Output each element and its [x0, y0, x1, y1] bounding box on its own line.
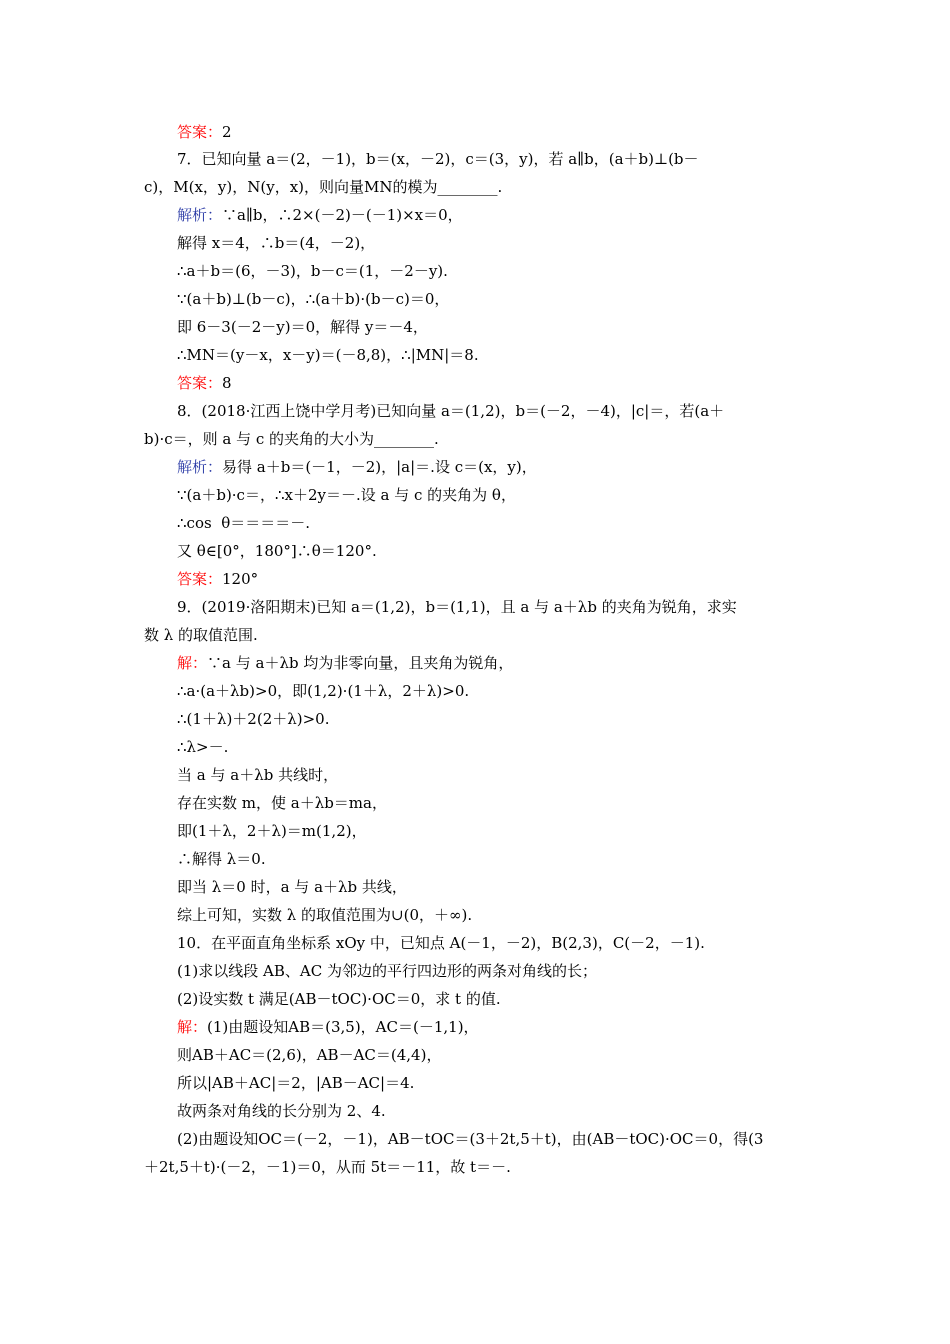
answer-label: 解：	[177, 654, 208, 672]
analysis-label: 解析：	[177, 458, 223, 476]
line-text: ∵(a＋b)·c＝，∴x＋2y＝－.设 a 与 c 的夹角为 θ，	[177, 486, 516, 504]
line-text: 当 a 与 a＋λb 共线时，	[177, 766, 339, 784]
text-line	[177, 737, 228, 757]
text-line	[177, 122, 232, 142]
line-text: 10．在平面直角坐标系 xOy 中，已知点 A(－1，－2)，B(2,3)，C(－2，－1).	[177, 934, 705, 952]
text-line	[177, 289, 449, 309]
text-line	[144, 625, 258, 645]
text-line	[177, 205, 463, 225]
line-text: 又 θ∈[0°，180°]∴θ＝120°.	[177, 542, 377, 560]
line-text: 即 6－3(－2－y)＝0，解得 y＝－4，	[177, 318, 428, 336]
line-text: 即(1＋λ，2＋λ)＝m(1,2)，	[177, 822, 367, 840]
line-text: 故两条对角线的长分别为 2、4.	[177, 1102, 386, 1120]
text-line	[177, 877, 407, 897]
text-line	[177, 569, 258, 589]
text-line	[177, 149, 699, 169]
text-line	[144, 177, 502, 197]
line-text: 易得 a＋b＝(－1，－2)，|a|＝.设 c＝(x，y)，	[222, 458, 537, 476]
text-line	[177, 233, 375, 253]
line-text: ∴λ>－.	[177, 738, 229, 756]
text-line	[177, 261, 448, 281]
text-line	[177, 793, 387, 813]
line-text: ∴(1＋λ)＋2(2＋λ)>0.	[177, 710, 330, 728]
text-line	[177, 1017, 479, 1037]
text-line	[177, 541, 377, 561]
line-text: (1)由题设知AB＝(3,5)，AC＝(－1,1)，	[207, 1018, 479, 1036]
answer-label: 答案：	[177, 374, 223, 392]
text-line	[177, 961, 597, 981]
line-text: 存在实数 m，使 a＋λb＝ma，	[177, 794, 387, 812]
line-text: 数 λ 的取值范围.	[144, 626, 258, 644]
line-text: ∴a·(a＋λb)>0，即(1,2)·(1＋λ，2＋λ)>0.	[177, 682, 470, 700]
text-line	[177, 597, 737, 617]
line-text: 综上可知，实数 λ 的取值范围为∪(0，＋∞).	[177, 906, 473, 924]
text-line	[177, 905, 472, 925]
line-text: 所以|AB＋AC|＝2，|AB－AC|＝4.	[177, 1074, 415, 1092]
line-text: 8．(2018·江西上饶中学月考)已知向量 a＝(1,2)，b＝(－2，－4)，|c|＝，若(a＋	[177, 402, 725, 420]
line-text: ∴解得 λ＝0.	[177, 850, 266, 868]
answer-label: 答案：	[177, 123, 223, 141]
text-line	[177, 513, 310, 533]
line-text: ∵a∥b，∴2×(－2)－(－1)×x＝0，	[222, 206, 463, 224]
text-line	[177, 1129, 763, 1149]
line-text: 9．(2019·洛阳期末)已知 a＝(1,2)，b＝(1,1)，且 a 与 a＋λb 的夹角为锐角，求实	[177, 598, 737, 616]
text-line	[177, 373, 232, 393]
text-line	[177, 709, 329, 729]
text-line	[177, 681, 469, 701]
line-text: ∴cos θ＝＝＝＝－.	[177, 514, 311, 532]
line-text: 解得 x＝4，∴b＝(4，－2)，	[177, 234, 376, 252]
text-line	[177, 989, 501, 1009]
text-line	[177, 345, 479, 365]
line-text: 即当 λ＝0 时，a 与 a＋λb 共线，	[177, 878, 407, 896]
text-line	[177, 653, 513, 673]
text-line	[144, 1157, 511, 1177]
answer-label: 解：	[177, 1018, 208, 1036]
text-line	[177, 933, 705, 953]
line-text: (2)由题设知OC＝(－2，－1)，AB－tOC＝(3＋2t,5＋t)，由(AB－tOC)·OC＝0，得(3	[177, 1130, 764, 1148]
line-text: (1)求以线段 AB、AC 为邻边的平行四边形的两条对角线的长；	[177, 962, 597, 980]
line-text: 8	[222, 374, 232, 392]
text-line	[177, 401, 724, 421]
line-text: 则AB＋AC＝(2,6)，AB－AC＝(4,4)，	[177, 1046, 442, 1064]
line-text: ∵(a＋b)⊥(b－c)，∴(a＋b)·(b－c)＝0，	[177, 290, 450, 308]
text-line	[177, 457, 537, 477]
text-line	[177, 1101, 386, 1121]
text-line	[177, 1045, 441, 1065]
text-line	[177, 485, 516, 505]
line-text: ∵a 与 a＋λb 均为非零向量，且夹角为锐角，	[207, 654, 514, 672]
analysis-label: 解析：	[177, 206, 223, 224]
line-text: ∴MN＝(y－x，x－y)＝(－8,8)，∴|MN|＝8.	[177, 346, 479, 364]
line-text: c)，M(x，y)，N(y，x)，则向量MN的模为________.	[144, 178, 503, 196]
line-text: ＋2t,5＋t)·(－2，－1)＝0，从而 5t＝－11，故 t＝－.	[144, 1158, 511, 1176]
line-text: ∴a＋b＝(6，－3)，b－c＝(1，－2－y).	[177, 262, 448, 280]
text-line	[177, 765, 338, 785]
text-line	[177, 849, 266, 869]
line-text: (2)设实数 t 满足(AB－tOC)·OC＝0，求 t 的值.	[177, 990, 501, 1008]
text-line	[177, 317, 428, 337]
text-line	[177, 1073, 414, 1093]
line-text: 120°	[222, 570, 259, 588]
line-text: 7．已知向量 a＝(2，－1)，b＝(x，－2)，c＝(3，y)，若 a∥b，(a＋b)⊥(b－	[177, 150, 699, 168]
line-text: 2	[222, 123, 232, 141]
line-text: b)·c＝，则 a 与 c 的夹角的大小为________.	[144, 430, 439, 448]
answer-label: 答案：	[177, 570, 223, 588]
text-line	[144, 429, 439, 449]
text-line	[177, 821, 367, 841]
